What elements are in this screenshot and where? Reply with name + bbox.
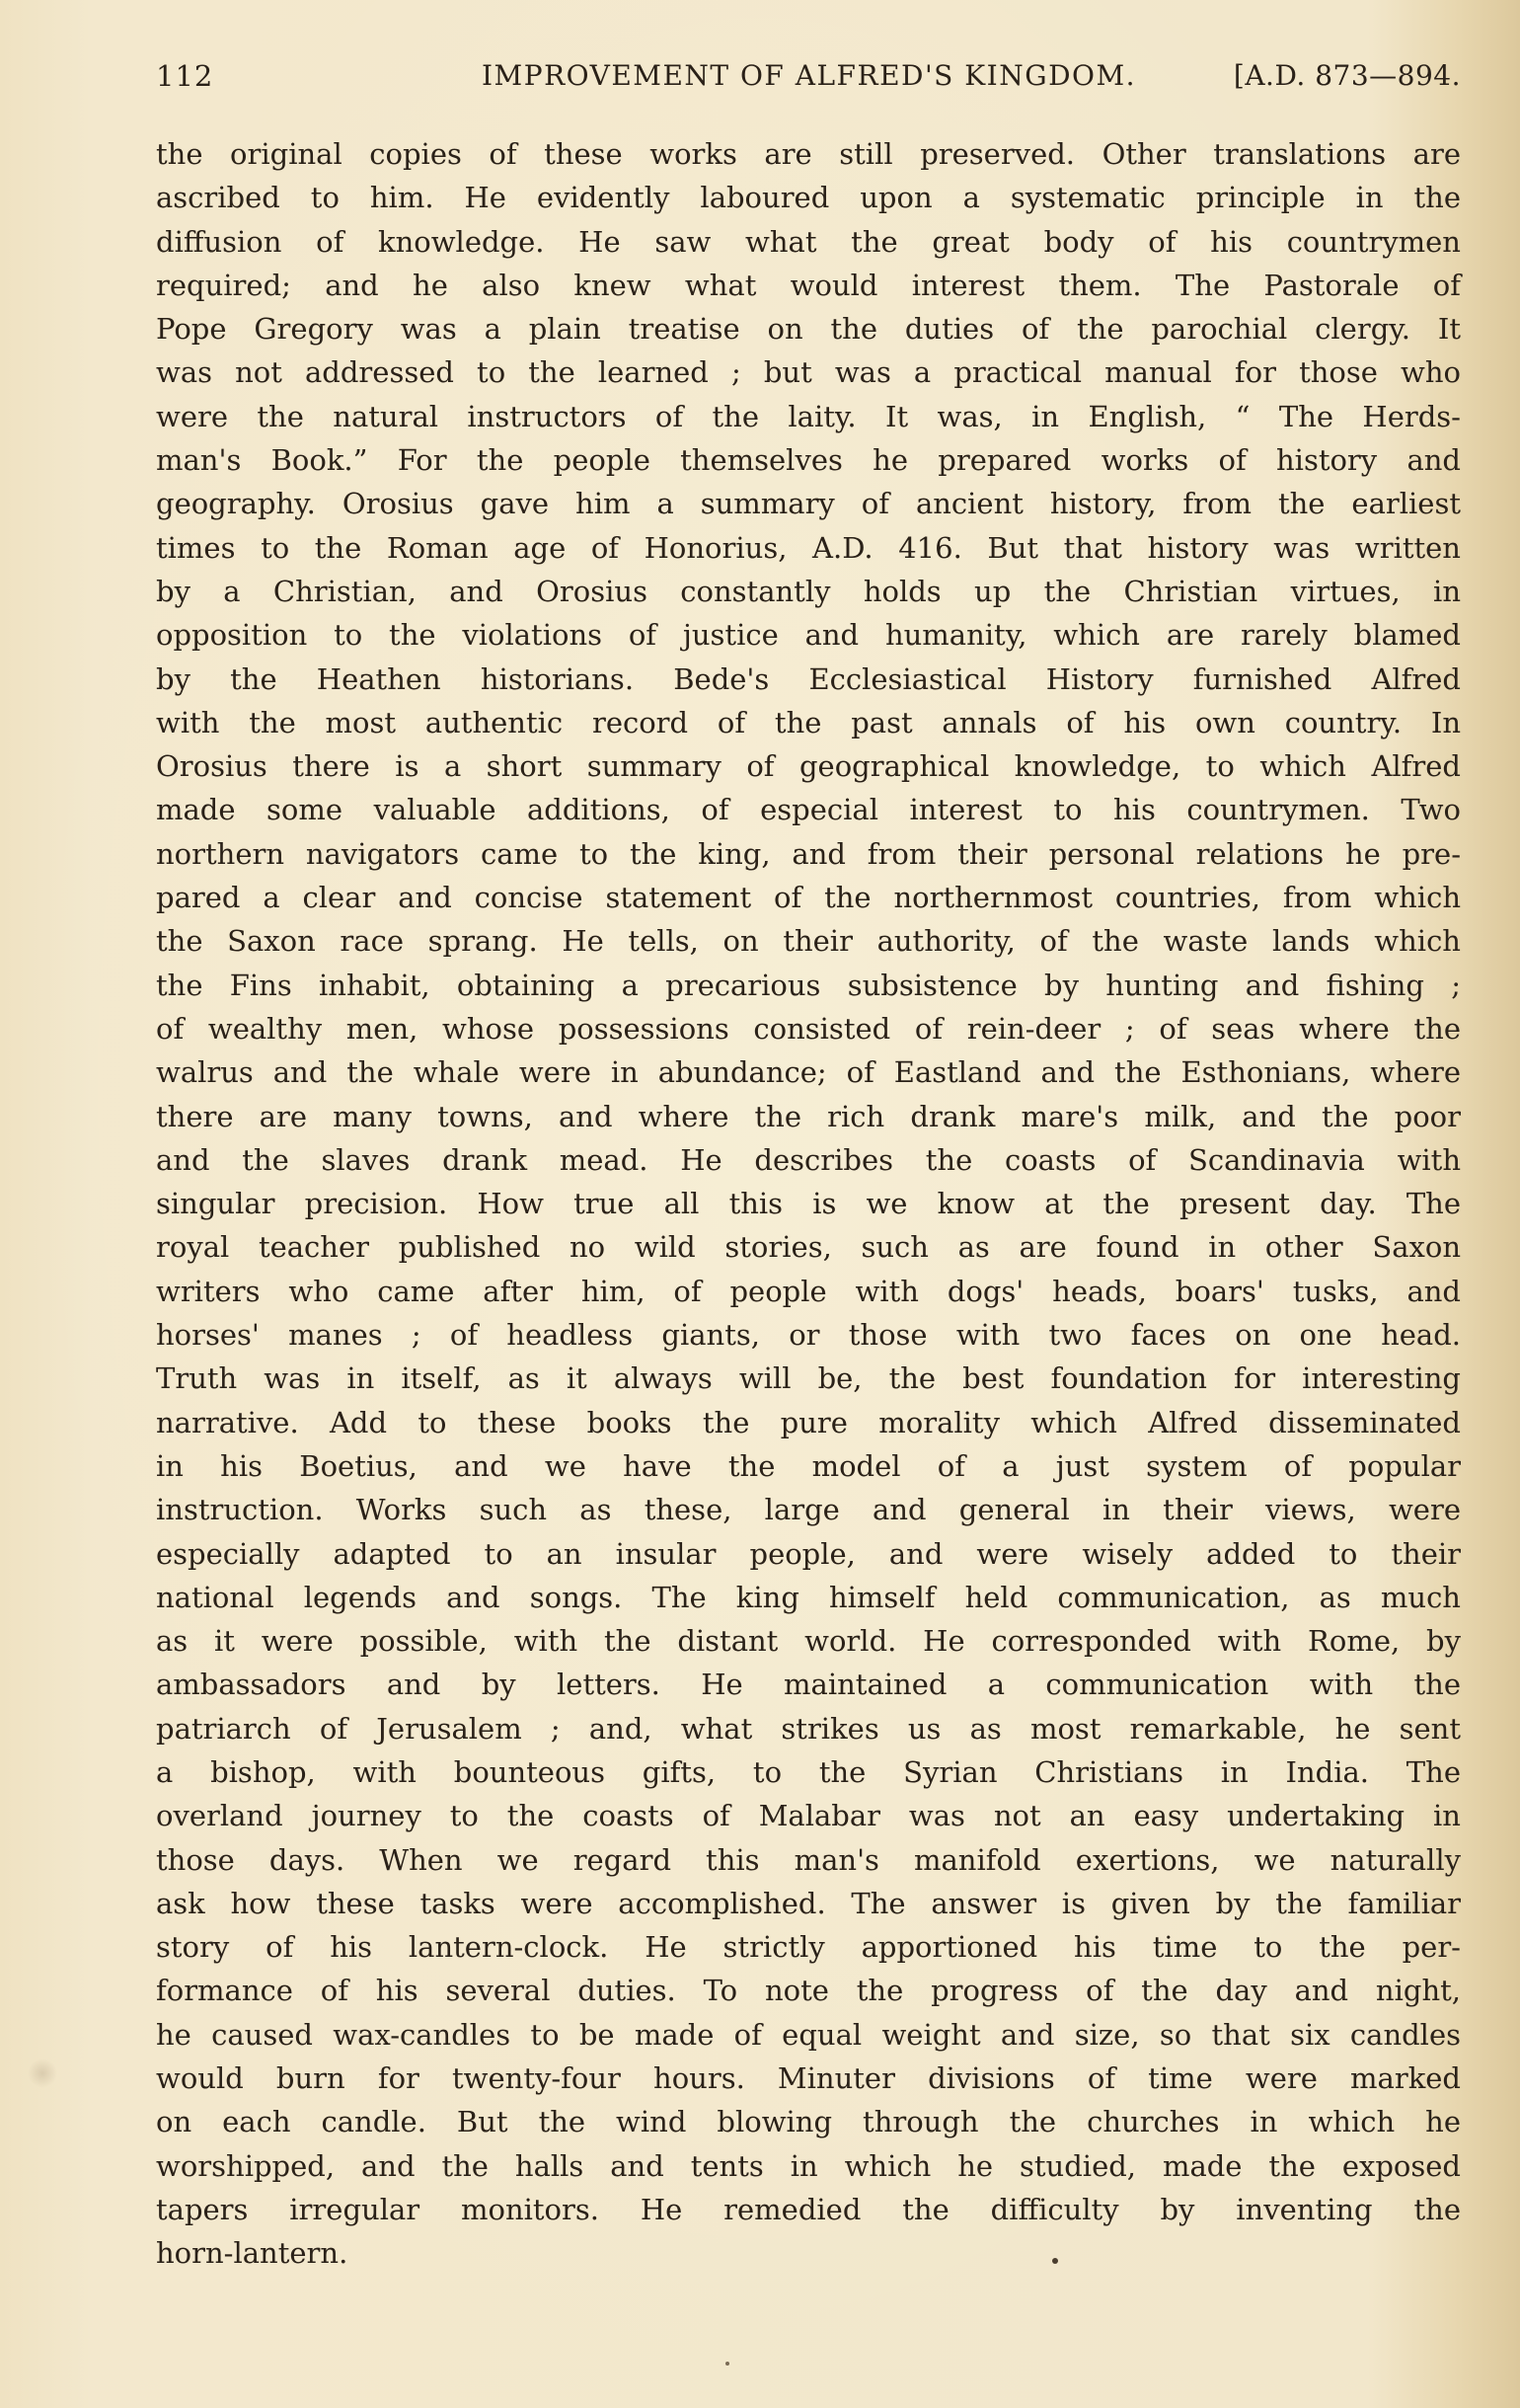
text-line: he caused wax-candles to be made of equal weight and size, so that six candles xyxy=(156,2017,1461,2052)
text-line: required; and he also knew what would interest them. The Pastorale of xyxy=(156,268,1461,302)
text-line: Pope Gregory was a plain treatise on the duties of the parochial clergy. It xyxy=(156,312,1461,347)
text-line: geography. Orosius gave him a summary of ancient history, from the earliest xyxy=(156,487,1461,521)
text-line: walrus and the whale were in abundance; of Eastland and the Esthonians, where xyxy=(156,1055,1461,1090)
text-line: the Fins inhabit, obtaining a precarious subsistence by hunting and fishing ; xyxy=(156,968,1461,1002)
page-heading: IMPROVEMENT OF ALFRED'S KINGDOM. xyxy=(482,59,1137,92)
body-text xyxy=(156,132,1461,2276)
text-line: ambassadors and by letters. He maintained a communication with the xyxy=(156,1668,1461,1702)
text-line: and the slaves drank mead. He describes the coasts of Scandinavia with xyxy=(156,1142,1461,1177)
text-line: were the natural instructors of the laity. It was, in English, “ The Herds- xyxy=(156,399,1461,433)
text-line: times to the Roman age of Honorius, A.D. 416. But that history was written xyxy=(156,530,1461,565)
page-dates: [A.D. 873—894. xyxy=(1233,59,1461,92)
text-line: tapers irregular monitors. He remedied the difficulty by inventing the xyxy=(156,2192,1461,2226)
text-line: pared a clear and concise statement of the northernmost countries, from which xyxy=(156,881,1461,915)
text-line: especially adapted to an insular people, and were wisely added to their xyxy=(156,1536,1461,1571)
paper-smudge xyxy=(28,2058,57,2088)
text-line: was not addressed to the learned ; but was a practical manual for those who xyxy=(156,355,1461,390)
text-line: a bishop, with bounteous gifts, to the Syrian Christians in India. The xyxy=(156,1754,1461,1789)
text-line: ask how these tasks were accomplished. The answer is given by the familiar xyxy=(156,1886,1461,1920)
text-line: those days. When we regard this man's manifold exertions, we naturally xyxy=(156,1842,1461,1877)
text-line: national legends and songs. The king himself held communication, as much xyxy=(156,1580,1461,1614)
text-line: northern navigators came to the king, and from their personal relations he pre- xyxy=(156,836,1461,871)
text-line: formance of his several duties. To note the progress of the day and night, xyxy=(156,1974,1461,2008)
text-line: overland journey to the coasts of Malabar was not an easy undertaking in xyxy=(156,1799,1461,1833)
text-line: opposition to the violations of justice and humanity, which are rarely blamed xyxy=(156,618,1461,653)
text-line: by the Heathen historians. Bede's Ecclesiastical History furnished Alfred xyxy=(156,661,1461,696)
text-line: Orosius there is a short summary of geographical knowledge, to which Alfred xyxy=(156,749,1461,784)
text-line: would burn for twenty-four hours. Minuter divisions of time were marked xyxy=(156,2061,1461,2096)
text-line: with the most authentic record of the past annals of his own country. In xyxy=(156,705,1461,739)
text-line: on each candle. But the wind blowing through the churches in which he xyxy=(156,2105,1461,2139)
text-line: Truth was in itself, as it always will be, the best foundation for interesting xyxy=(156,1361,1461,1396)
text-line: patriarch of Jerusalem ; and, what strikes us as most remarkable, he sent xyxy=(156,1711,1461,1746)
text-line: of wealthy men, whose possessions consisted of rein-deer ; of seas where the xyxy=(156,1011,1461,1046)
text-line: narrative. Add to these books the pure morality which Alfred disseminated xyxy=(156,1405,1461,1439)
text-line: the Saxon race sprang. He tells, on their authority, of the waste lands which xyxy=(156,924,1461,959)
ink-dot xyxy=(1052,2258,1058,2264)
text-line: the original copies of these works are still preserved. Other translations are xyxy=(156,137,1461,171)
text-line: worshipped, and the halls and tents in which he studied, made the exposed xyxy=(156,2148,1461,2183)
text-line: as it were possible, with the distant world. He corresponded with Rome, by xyxy=(156,1624,1461,1659)
text-line: in his Boetius, and we have the model of a just system of popular xyxy=(156,1448,1461,1483)
running-head xyxy=(156,59,1461,99)
text-line: by a Christian, and Orosius constantly holds up the Christian virtues, in xyxy=(156,574,1461,608)
text-line: royal teacher published no wild stories, such as are found in other Saxon xyxy=(156,1230,1461,1265)
text-line: man's Book.” For the people themselves he prepared works of history and xyxy=(156,443,1461,478)
text-line: singular precision. How true all this is we know at the present day. The xyxy=(156,1187,1461,1221)
text-line: instruction. Works such as these, large and general in their views, were xyxy=(156,1493,1461,1527)
text-line: diffusion of knowledge. He saw what the great body of his countrymen xyxy=(156,224,1461,259)
text-line: made some valuable additions, of especial interest to his countrymen. Two xyxy=(156,793,1461,827)
text-line: there are many towns, and where the rich drank mare's milk, and the poor xyxy=(156,1099,1461,1133)
text-line: writers who came after him, of people with dogs' heads, boars' tusks, and xyxy=(156,1274,1461,1308)
ink-dot xyxy=(725,2362,729,2366)
text-line: story of his lantern-clock. He strictly apportioned his time to the per- xyxy=(156,1930,1461,1965)
text-line-final: horn-lantern. xyxy=(156,2236,348,2271)
text-line: horses' manes ; of headless giants, or those with two faces on one head. xyxy=(156,1318,1461,1353)
text-line: ascribed to him. He evidently laboured upon a systematic principle in the xyxy=(156,181,1461,215)
page-number: 112 xyxy=(156,59,214,93)
